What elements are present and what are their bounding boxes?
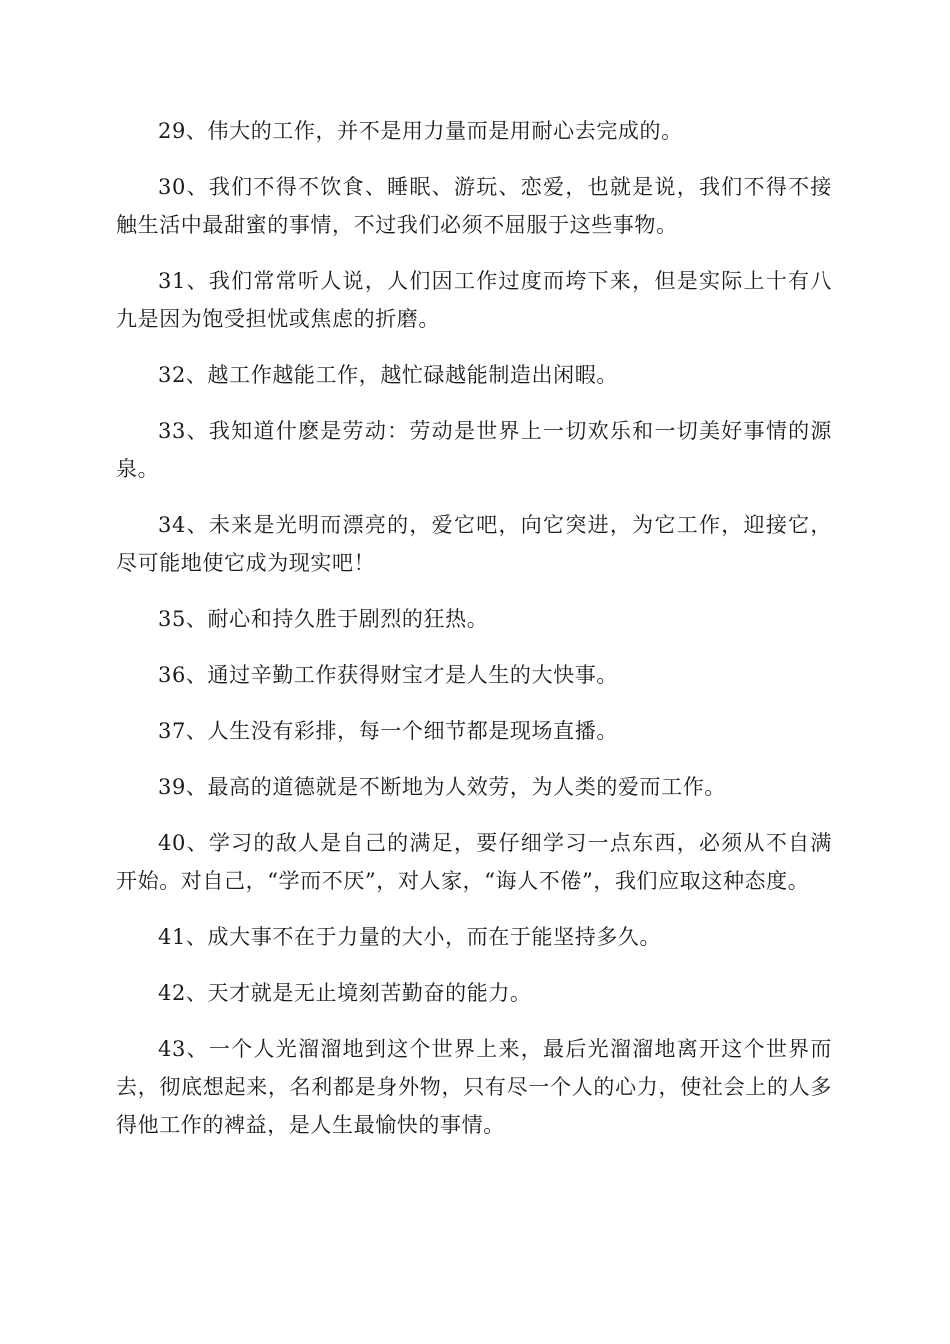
quote-paragraph-34: 34、未来是光明而漂亮的，爱它吧，向它突进，为它工作，迎接它，尽可能地使它成为现实吧！ — [116, 513, 832, 575]
quote-paragraph-41: 41、成大事不在于力量的大小，而在于能坚持多久。 — [158, 925, 662, 949]
document-body — [116, 112, 832, 1162]
quote-paragraph-29: 29、伟大的工作，并不是用力量而是用耐心去完成的。 — [158, 119, 683, 143]
quote-paragraph-35: 35、耐心和持久胜于剧烈的狂热。 — [158, 607, 489, 631]
quote-paragraph-42: 42、天才就是无止境刻苦勤奋的能力。 — [158, 981, 532, 1005]
quote-paragraph-39: 39、最高的道德就是不断地为人效劳，为人类的爱而工作。 — [158, 775, 726, 799]
quote-paragraph-33: 33、我知道什麽是劳动：劳动是世界上一切欢乐和一切美好事情的源泉。 — [116, 419, 832, 481]
quote-paragraph-32: 32、越工作越能工作，越忙碌越能制造出闲暇。 — [158, 363, 618, 387]
quote-paragraph-40: 40、学习的敌人是自己的满足，要仔细学习一点东西，必须从不自满开始。对自己，“学而不厌”，对人家，“诲人不倦”，我们应取这种态度。 — [116, 831, 832, 893]
quote-paragraph-36: 36、通过辛勤工作获得财宝才是人生的大快事。 — [158, 663, 618, 687]
quote-paragraph-31: 31、我们常常听人说，人们因工作过度而垮下来，但是实际上十有八九是因为饱受担忧或焦虑的折磨。 — [116, 269, 832, 331]
quote-paragraph-37: 37、人生没有彩排，每一个细节都是现场直播。 — [158, 719, 618, 743]
quote-paragraph-30: 30、我们不得不饮食、睡眠、游玩、恋爱，也就是说，我们不得不接触生活中最甜蜜的事情，不过我们必须不屈服于这些事物。 — [116, 175, 832, 237]
quote-paragraph-43: 43、一个人光溜溜地到这个世界上来，最后光溜溜地离开这个世界而去，彻底想起来，名利都是身外物，只有尽一个人的心力，使社会上的人多得他工作的裨益，是人生最愉快的事情。 — [116, 1037, 832, 1137]
